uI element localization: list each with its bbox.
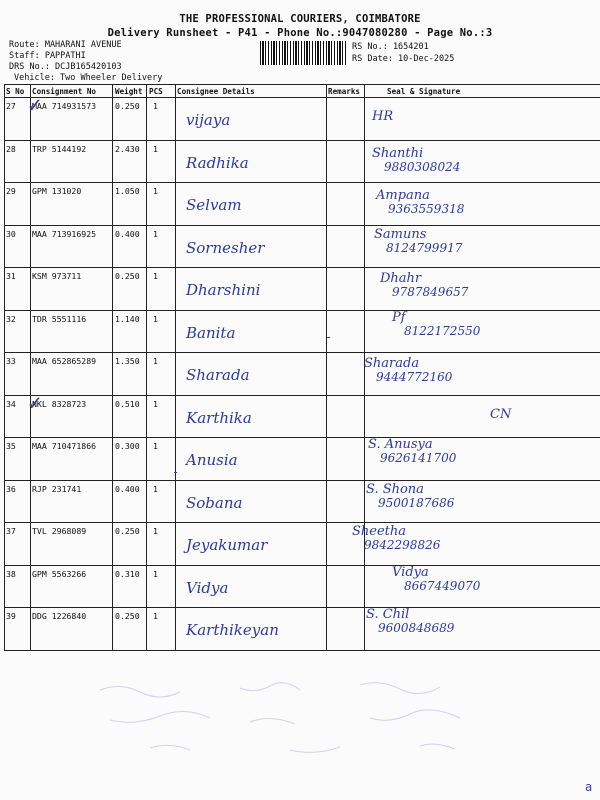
signature-handwriting: Pf <box>392 309 406 325</box>
signature-handwriting: Ampana <box>376 188 430 203</box>
weight-value: 1.050 <box>115 186 140 196</box>
rs-date: RS Date: 10-Dec-2025 <box>352 54 455 64</box>
pcs-value: 1 <box>153 271 158 281</box>
pcs-value: 1 <box>153 483 158 494</box>
weight-value: 0.510 <box>115 398 140 409</box>
consignment-number: MAA 714931573 <box>32 101 97 111</box>
consignment-number: MAA 710471866 <box>32 441 97 451</box>
rs-number: RS No.: 1654201 <box>352 42 429 52</box>
pcs-value: 1 <box>153 143 158 154</box>
col-sno-header: S No <box>6 87 25 96</box>
consignee-handwriting: Radhika <box>186 153 249 172</box>
serial-number: 39 <box>6 611 16 621</box>
signature-handwriting: Dhahr <box>380 271 422 286</box>
vehicle-label: Vehicle: Two Wheeler Delivery <box>14 73 163 83</box>
pcs-value: 1 <box>153 398 158 409</box>
company-title: THE PROFESSIONAL COURIERS, COIMBATORE <box>179 13 421 25</box>
barcode <box>260 41 346 65</box>
signature-handwriting: S. Anusya <box>368 437 433 452</box>
serial-number: 36 <box>6 483 16 494</box>
faint-bleedthrough <box>90 670 520 760</box>
phone-handwriting: 9842298826 <box>364 538 441 552</box>
consignment-number: MAA 713916925 <box>32 228 97 239</box>
weight-value: 2.430 <box>115 143 140 154</box>
phone-handwriting: 9444772160 <box>376 370 453 384</box>
serial-number: 37 <box>6 526 16 536</box>
pcs-value: 1 <box>153 568 158 579</box>
phone-handwriting: 9787849657 <box>392 285 469 299</box>
consignment-number: DDG 1226840 <box>32 611 87 621</box>
consignment-number: RJP 231741 <box>32 483 82 494</box>
consignment-number: GPM 131020 <box>32 186 82 196</box>
staff-label: Staff: PAPPATHI <box>9 51 86 61</box>
signature-handwriting: Vidya <box>392 564 429 580</box>
signature-handwriting: Samuns <box>374 226 427 242</box>
phone-handwriting: 9880308024 <box>384 159 461 174</box>
pcs-value: 1 <box>153 526 158 536</box>
weight-value: 1.350 <box>115 356 140 366</box>
phone-handwriting: 8124799917 <box>386 240 463 255</box>
serial-number: 38 <box>6 568 16 579</box>
pcs-value: 1 <box>153 186 158 196</box>
consignment-number: KSM 973711 <box>32 271 82 281</box>
consignment-number: NKL 8328723 <box>32 398 87 409</box>
phone-handwriting: 8667449070 <box>404 578 481 593</box>
col-consignee-header: Consignee Details <box>177 87 255 96</box>
signature-handwriting: CN <box>490 406 512 422</box>
col-consignment-header: Consignment No <box>32 87 97 96</box>
phone-handwriting: 9626141700 <box>380 451 457 465</box>
consignment-number: TRP 5144192 <box>32 143 87 154</box>
weight-value: 0.400 <box>115 228 140 239</box>
signature-handwriting: HR <box>372 109 394 124</box>
signature-handwriting: Sharada <box>364 356 420 371</box>
consignee-handwriting: Selvam <box>186 196 242 214</box>
consignee-handwriting: Karthikeyan <box>186 621 279 639</box>
signature-handwriting: S. Chil <box>366 607 410 622</box>
pcs-value: 1 <box>153 101 158 111</box>
weight-value: 0.400 <box>115 483 140 494</box>
consignee-handwriting: Sobana <box>186 493 243 512</box>
pcs-value: 1 <box>153 228 158 239</box>
signature-handwriting: Shanthi <box>372 145 424 161</box>
weight-value: 0.250 <box>115 271 140 281</box>
consignment-number: TVL 2968089 <box>32 526 87 536</box>
serial-number: 34 <box>6 398 16 409</box>
serial-number: 30 <box>6 228 16 239</box>
check-mark-icon: ✓ <box>28 390 42 416</box>
corner-mark: a <box>585 780 593 794</box>
consignee-handwriting: vijaya <box>186 111 231 129</box>
weight-value: 0.250 <box>115 101 140 111</box>
route-label: Route: MAHARANI AVENUE <box>9 40 122 50</box>
signature-handwriting: Sheetha <box>352 524 407 539</box>
col-pcs-header: PCS <box>149 87 163 96</box>
consignment-number: TDR 5551116 <box>32 313 87 324</box>
weight-value: 0.310 <box>115 568 140 579</box>
col-weight-header: Weight <box>115 87 143 96</box>
consignee-handwriting: Karthika <box>186 408 252 427</box>
pcs-value: 1 <box>153 313 158 324</box>
weight-value: 0.250 <box>115 526 140 536</box>
remark-dash: - <box>325 330 333 344</box>
pcs-value: 1 <box>153 441 158 451</box>
weight-value: 0.250 <box>115 611 140 621</box>
weight-value: 1.140 <box>115 313 140 324</box>
phone-handwriting: 9500187686 <box>378 495 455 510</box>
consignee-handwriting: Sornesher <box>186 238 265 257</box>
consignee-handwriting: Sharada <box>186 366 250 384</box>
col-seal-header: Seal & Signature <box>387 87 461 96</box>
remark-dash: - <box>172 465 180 479</box>
serial-number: 35 <box>6 441 16 451</box>
signature-handwriting: S. Shona <box>366 481 424 497</box>
consignee-handwriting: Vidya <box>186 578 229 597</box>
phone-handwriting: 9363559318 <box>388 202 465 216</box>
col-remarks-header: Remarks <box>328 87 361 96</box>
phone-handwriting: 8122172550 <box>404 323 481 338</box>
consignment-number: GPM 5563266 <box>32 568 87 579</box>
serial-number: 33 <box>6 356 16 366</box>
drs-label: DRS No.: DCJB165420103 <box>9 62 122 72</box>
weight-value: 0.300 <box>115 441 140 451</box>
consignee-handwriting: Anusia <box>186 451 238 469</box>
consignee-handwriting: Dharshini <box>186 281 261 299</box>
phone-handwriting: 9600848689 <box>378 621 455 635</box>
consignee-handwriting: Banita <box>186 323 236 342</box>
check-mark-icon: ✓ <box>28 93 42 118</box>
consignee-handwriting: Jeyakumar <box>186 536 268 554</box>
serial-number: 28 <box>6 143 16 154</box>
runsheet-title: Delivery Runsheet - P41 - Phone No.:9047080280 - Page No.:3 <box>107 27 493 39</box>
pcs-value: 1 <box>153 356 158 366</box>
serial-number: 29 <box>6 186 16 196</box>
serial-number: 31 <box>6 271 16 281</box>
pcs-value: 1 <box>153 611 158 621</box>
serial-number: 32 <box>6 313 16 324</box>
consignment-number: MAA 652865289 <box>32 356 97 366</box>
serial-number: 27 <box>6 101 16 111</box>
